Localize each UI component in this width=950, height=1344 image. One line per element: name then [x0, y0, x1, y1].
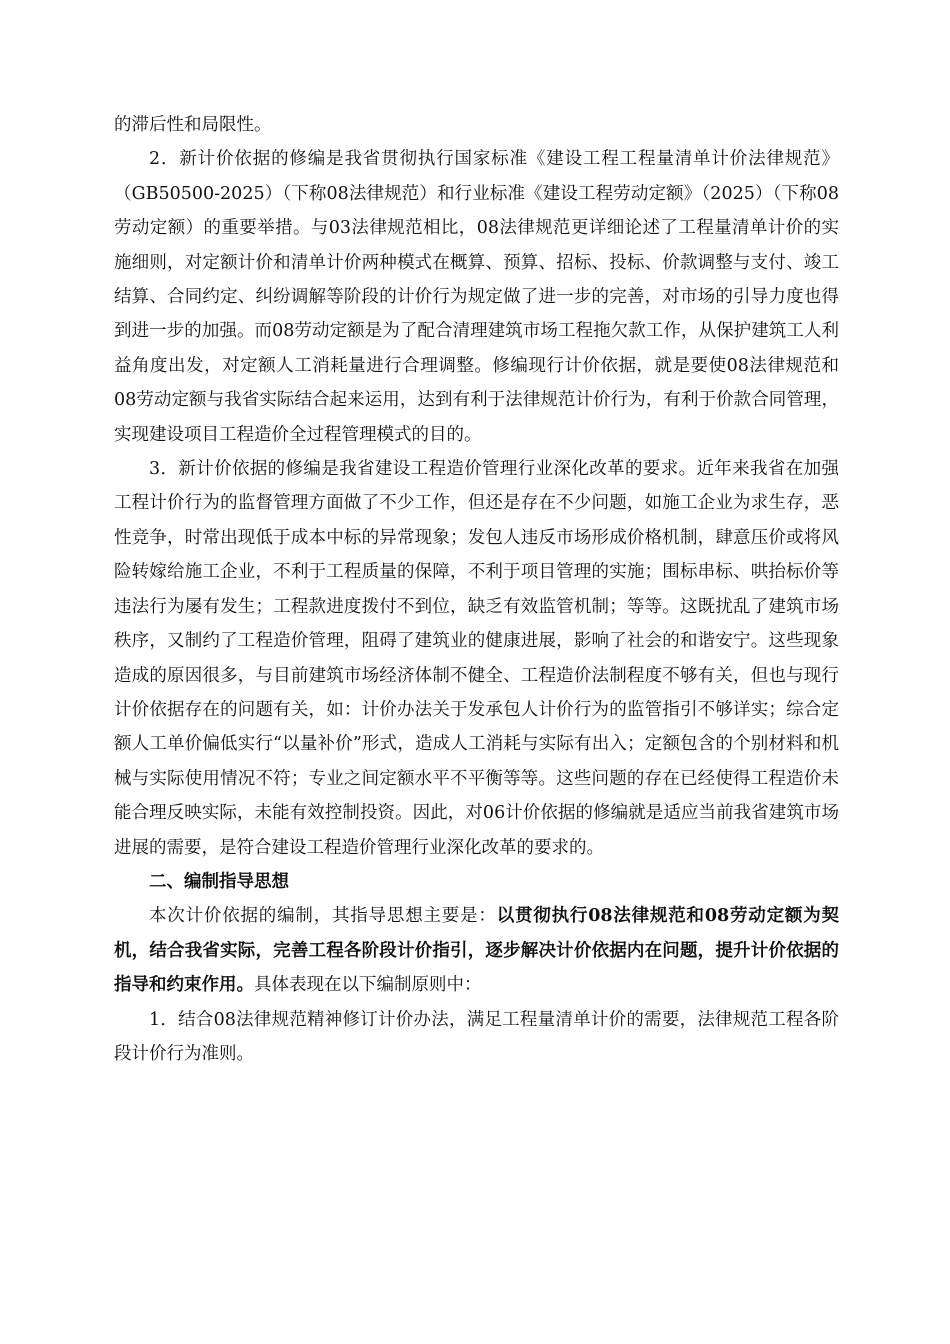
section-heading: 二、编制指导思想 [149, 871, 289, 892]
principle-tail: 具体表现在以下编制原则中： [254, 975, 482, 996]
paragraph-item-3: 3．新计价依据的修编是我省建设工程造价管理行业深化改革的要求。近年来我省在加强工程计价行为的监督管理方面做了不少工作，但还是存在不少问题，如施工企业为求生存，恶性竞争，时常出现低于成本中标的异常现象；发包人违反市场形成价格机制，肆意压价或将风险转嫁给施工企业，不利于工程质量的保障，不利于项目管理的实施；围标串标、哄抬标价等违法行为屡有发生；工程款进度拨付不到位，缺乏有效监管机制；等等。这既扰乱了建筑市场秩序，又制约了工程造价管理，阻碍了建筑业的健康进展，影响了社会的和谐安宁。这些现象造成的原因很多，与目前建筑市场经济体制不健全、工程造价法制程度不够有关，但也与现行计价依据存在的问题有关，如：计价办法关于发承包人计价行为的监管指引不够详实；综合定额人工单价偏低实行“以量补价”形式，造成人工消耗与实际有出入；定额包含的个别材料和机械与实际使用情况不符；专业之间定额水平不平衡等等。这些问题的存在已经使得工程造价未能合理反映实际，未能有效控制投资。因此，对06计价依据的修编就是适应当前我省建筑市场进展的需要，是符合建设工程造价管理行业深化改革的要求的。 [114, 459, 839, 858]
document-body [114, 108, 839, 1071]
paragraph-guiding-principle [114, 899, 839, 1002]
paragraph-continuation: 的滞后性和局限性。 [114, 115, 272, 135]
principle-lead: 本次计价依据的编制，其指导思想主要是： [149, 906, 497, 927]
principle-emphasis: 以贯彻执行08法律规范和08劳动定额为契机，结合我省实际，完善工程各阶段计价指引，逐步解决计价依据内在问题，提升计价依据的指导和约束作用。 [114, 906, 839, 996]
paragraph-principle-1: 1．结合08法律规范精神修订计价办法，满足工程量清单计价的需要，法律规范工程各阶段计价行为准则。 [114, 1009, 839, 1064]
paragraph-item-2: 2．新计价依据的修编是我省贯彻执行国家标准《建设工程工程量清单计价法律规范》（GB50500-2025）（下称08法律规范）和行业标准《建设工程劳动定额》（2025）（下称08劳动定额）的重要举措。与03法律规范相比，08法律规范更详细论述了工程量清单计价的实施细则，对定额计价和清单计价两种模式在概算、预算、招标、投标、价款调整与支付、竣工结算、合同约定、纠纷调解等阶段的计价行为规定做了进一步的完善，对市场的引导力度也得到进一步的加强。而08劳动定额是为了配合清理建筑市场工程拖欠款工作，从保护建筑工人利益角度出发，对定额人工消耗量进行合理调整。修编现行计价依据，就是要使08法律规范和08劳动定额与我省实际结合起来运用，达到有利于法律规范计价行为，有利于价款合同管理，实现建设项目工程造价全过程管理模式的目的。 [114, 149, 839, 445]
